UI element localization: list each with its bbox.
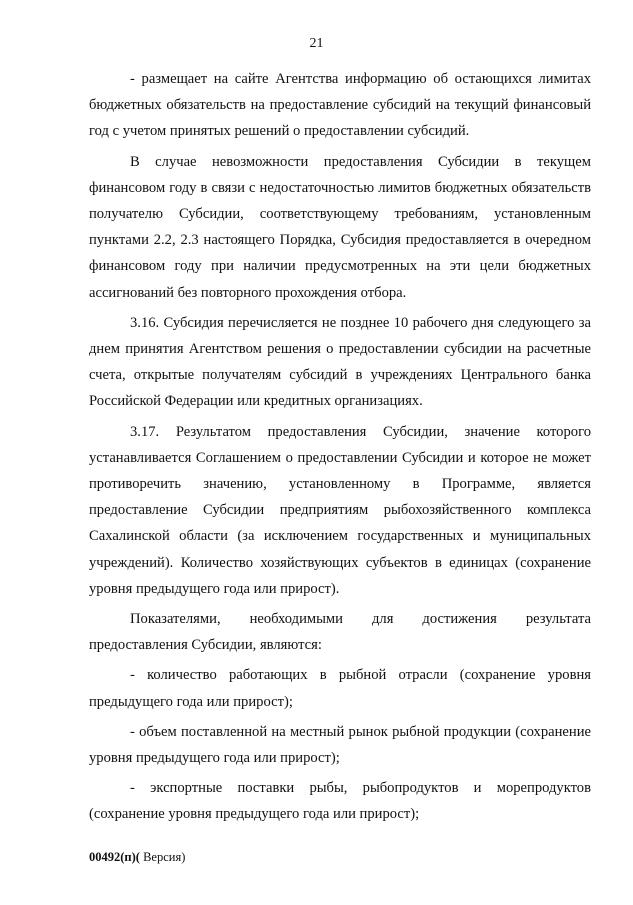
- paragraph-indicators-intro: Показателями, необходимыми для достижения результата предоставления Субсидии, являются:: [89, 611, 591, 654]
- paragraph-3-16: 3.16. Субсидия перечисляется не позднее 10 рабочего дня следующего за днем принятия Агентством решения о предоставлении субсидии на расчетные счета, открытые получателям субсидий в учреждениях Центрального банка Российской Федерации или кредитных организациях.: [89, 314, 591, 410]
- paragraph-3-17: 3.17. Результатом предоставления Субсидии, значение которого устанавливается Соглашением о предоставлении Субсидии и которое не может противоречить значению, установленному в Программе, является предоставление Субсидии предприятиям рыбохозяйственного комплекса Сахалинской области (за исключением государственных и муниципальных учреждений). Количество хозяйствующих субъектов в единицах (сохранение уровня предыдущего года или прирост).: [89, 423, 591, 597]
- paragraph-limits-info: - размещает на сайте Агентства информацию об остающихся лимитах бюджетных обязательств на предоставление субсидий на текущий финансовый год с учетом принятых решений о предоставлении субсидий.: [89, 71, 591, 140]
- document-code-number: 00492(п)(: [89, 850, 140, 864]
- document-body: [89, 66, 591, 832]
- document-code: [89, 850, 185, 865]
- indicator-export-supply: - экспортные поставки рыбы, рыбопродуктов и морепродуктов (сохранение уровня предыдущего года или прирост);: [89, 780, 591, 823]
- page-number: 21: [309, 36, 324, 51]
- indicator-local-market-volume: - объем поставленной на местный рынок рыбной продукции (сохранение уровня предыдущего года или прирост);: [89, 723, 591, 767]
- indicator-workers-count: - количество работающих в рыбной отрасли (сохранение уровня предыдущего года или прирост);: [89, 667, 591, 710]
- paragraph-insufficient-limits: В случае невозможности предоставления Субсидии в текущем финансовом году в связи с недостаточностью лимитов бюджетных обязательств получателю Субсидии, соответствующему требованиям, установленным пунктами 2.2, 2.3 настоящего Порядка, Субсидия предоставляется в очередном финансовом году при наличии предусмотренных на эти цели бюджетных ассигнований без повторного прохождения отбора.: [89, 153, 591, 301]
- document-version-label: Версия): [139, 850, 186, 864]
